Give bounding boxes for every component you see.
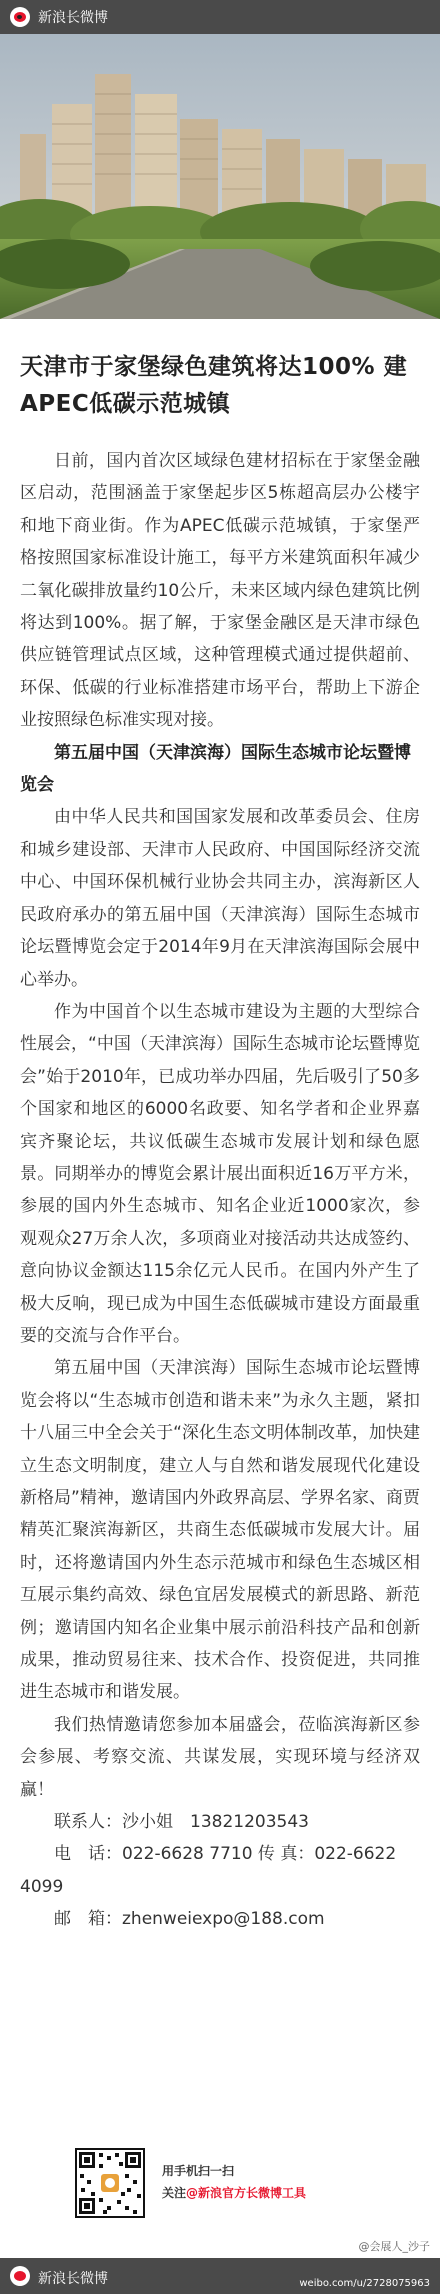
contact-email[interactable]: 邮 箱：zhenweiexpo@188.com xyxy=(54,1909,325,1930)
follow-prefix: 关注 xyxy=(162,2186,187,2200)
top-bar xyxy=(0,0,440,34)
follow-account-link[interactable]: @新浪官方长微博工具 xyxy=(186,2186,307,2200)
article-title: 天津市于家堡绿色建筑将达100% 建APEC低碳示范城镇 xyxy=(20,354,408,417)
contact-person: 联系人：沙小姐 13821203543 xyxy=(54,1812,309,1833)
article-paragraph: 作为中国首个以生态城市建设为主题的大型综合性展会，“中国（天津滨海）国际生态城市论坛暨博览会”始于2010年，已成功举办四届，先后吸引了50多个国家和地区的6000名政要、知名学者和企业界嘉宾齐聚论坛，共议低碳生态城市发展计划和绿色愿景。同期举办的博览会累计展出面积近16万平方米，参展的国内外生态城市、知名企业近1000家次，参观观众27万余人次，多项商业对接活动共达成签约、意向协议金额达115余亿元人民币。在国内外产生了极大反响，现已成为中国生态低碳城市建设方面最重要的交流与合作平台。 xyxy=(20,1001,420,1346)
bottom-app-name: 新浪长微博 xyxy=(38,2271,108,2287)
weibo-logo-icon xyxy=(10,2266,30,2286)
article-paragraph: 日前，国内首次区域绿色建材招标在于家堡金融区启动，范围涵盖于家堡起步区5栋超高层办公楼宇和地下商业街。作为APEC低碳示范城镇，于家堡严格按照国家标准设计施工，每平方米建筑面积年减少二氧化碳排放量约10公斤，未来区域内绿色建筑比例将达到100%。据了解，于家堡金融区是天津市绿色供应链管理试点区域，这种管理模式通过提供超前、环保、低碳的行业标准搭建市场平台，帮助上下游企业按照绿色标准实现对接。 xyxy=(20,451,420,731)
section-subheading: 第五届中国（天津滨海）国际生态城市论坛暨博览会 xyxy=(20,742,411,796)
contact-phone: 电 话：022-6628 7710 传 真：022-6622 4099 xyxy=(20,1844,397,1897)
article-paragraph: 第五届中国（天津滨海）国际生态城市论坛暨博览会将以“生态城市创造和谐未来”为永久主题，紧扣十八届三中全会关于“深化生态文明体制改革，加快建立生态文明制度，建立人与自然和谐发展现代化建设新格局”精神，邀请国内外政界高层、学界名家、商贾精英汇聚滨海新区，共商生态低碳城市发展大计。届时，还将邀请国内外生态示范城市和绿色生态城区相互展示集约高效、绿色宜居发展模式的新思路、新范例；邀请国内知名企业集中展示前沿科技产品和创新成果，推动贸易往来、技术合作、投资促进，共同推进生态城市和谐发展。 xyxy=(20,1358,420,1703)
article-paragraph: 由中华人民共和国国家发展和改革委员会、住房和城乡建设部、天津市人民政府、中国国际经济交流中心、中国环保机械行业协会共同主办，滨海新区人民政府承办的第五届中国（天津滨海）国际生态城市论坛暨博览会定于2014年9月在天津滨海国际会展中心举办。 xyxy=(20,807,420,990)
qr-code-icon[interactable] xyxy=(75,2148,145,2218)
scan-instruction: 用手机扫一扫 xyxy=(162,2164,235,2178)
follow-line xyxy=(162,2184,306,2201)
article-paragraph: 我们热情邀请您参加本届盛会，莅临滨海新区参会参展、考察交流、共谋发展，实现环境与经济双赢！ xyxy=(20,1714,420,1800)
header-photo xyxy=(0,34,440,319)
weibo-url[interactable]: weibo.com/u/2728075963 xyxy=(299,2278,430,2289)
app-name: 新浪长微博 xyxy=(38,10,108,26)
watermark-user: @会展人_沙子 xyxy=(358,2240,430,2253)
bottom-bar xyxy=(0,2258,440,2294)
article xyxy=(0,319,440,1936)
weibo-logo-icon xyxy=(10,7,30,27)
